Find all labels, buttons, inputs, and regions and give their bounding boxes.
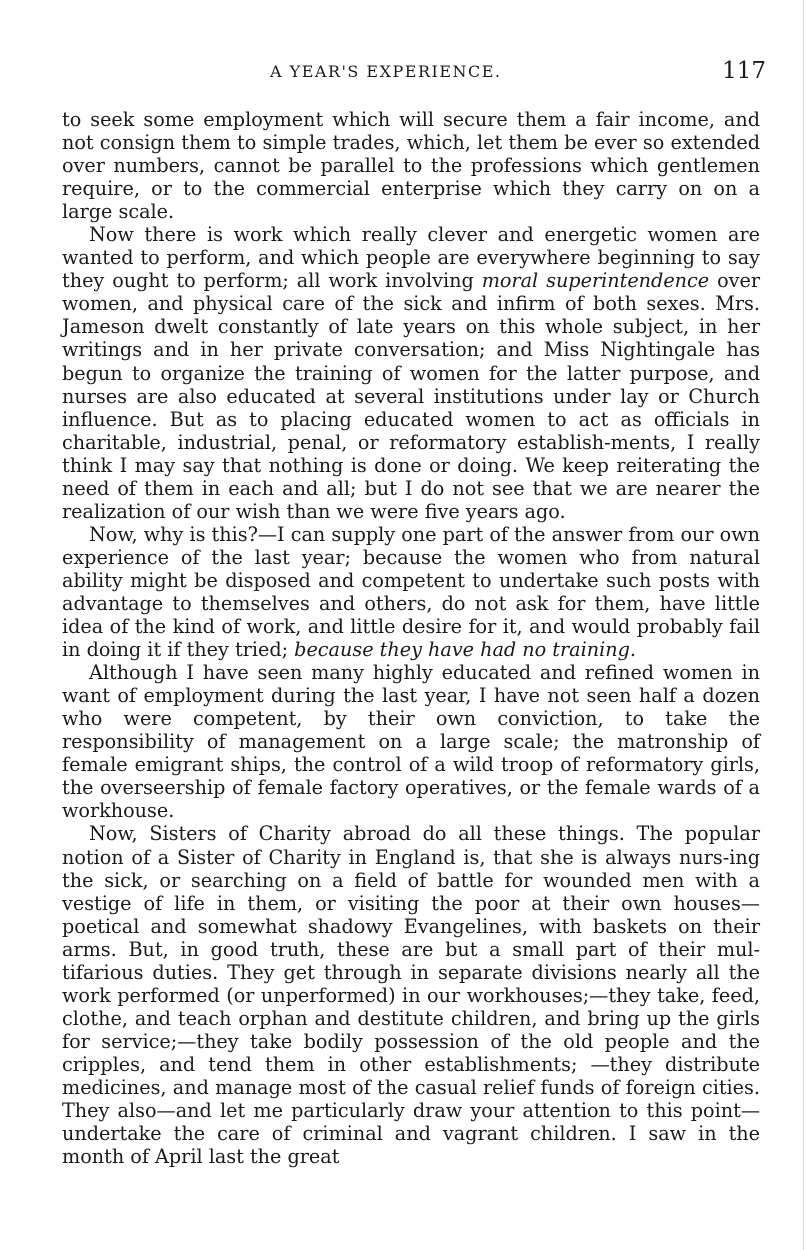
- paragraph-1: to seek some employment which will secure them a fair income, and not consign them to simple trades, which, let them be ever so extended over numbers, cannot be parallel to the professions which gentlemen require, or to the commercial enterprise which they carry on on a large scale.: [62, 108, 760, 224]
- paragraph-4: Although I have seen many highly educated and refined women in want of employment during the last year, I have not seen half a dozen who were competent, by their own conviction, to take the responsibility of management on a large scale; the matronship of female emigrant ships, the control of a wild troop of reformatory girls, the overseership of female factory operatives, or the female wards of a workhouse.: [62, 661, 760, 823]
- paragraph-2: [62, 223, 760, 523]
- paragraph-3-text: Now, why is this?—I can supply one part of the answer from our own experience of the last year; because the women who from natural ability might be disposed and competent to undertake such posts with advantage to themselves and others, do not ask for them, have little idea of the kind of work, and little desire for it, and would probably fail in doing it if they tried;: [62, 522, 760, 662]
- paragraph-2-text-b: over women, and physical care of the sick and infirm of both sexes. Mrs. Jameson dwelt constantly of late years on this whole subject, in her writings and in her private conversation; and Miss Nightingale has begun to organize the training of women for the latter purpose, and nurses are also educated at several institutions under lay or Church influence. But as to placing educated women to act as officials in charitable, industrial, penal, or reformatory establish-ments, I really think I may say that nothing is done or doing. We keep reiterating the need of them in each and all; but I do not see that we are nearer the realization of our wish than we were five years ago.: [62, 269, 760, 523]
- paragraph-3-emphasis: because they have had no training.: [294, 638, 636, 662]
- body-text: [62, 108, 760, 1168]
- paragraph-3: [62, 523, 760, 661]
- paragraph-2-emphasis: moral superintendence: [481, 269, 710, 293]
- page-number: 117: [722, 58, 766, 84]
- running-head: [62, 58, 766, 88]
- page-edge-rule: [803, 0, 804, 1250]
- running-title: A YEAR'S EXPERIENCE.: [270, 62, 502, 81]
- paragraph-2-text-a: Now there is work which really clever and energetic women are wanted to perform, and which people are everywhere beginning to say they ought to perform; all work involving: [62, 223, 760, 293]
- paragraph-5: Now, Sisters of Charity abroad do all these things. The popular notion of a Sister of Charity in England is, that she is always nurs-ing the sick, or searching on a field of battle for wounded men with a vestige of life in them, or visiting the poor at their own houses— poetical and somewhat shadowy Evangelines, with baskets on their arms. But, in good truth, these are but a small part of their mul-tifarious duties. They get through in separate divisions nearly all the work performed (or unperformed) in our workhouses;—they take, feed, clothe, and teach orphan and destitute children, and bring up the girls for service;—they take bodily possession of the old people and the cripples, and tend them in other establishments; —they distribute medicines, and manage most of the casual relief funds of foreign cities. They also—and let me particularly draw your attention to this point—undertake the care of criminal and vagrant children. I saw in the month of April last the great: [62, 822, 760, 1169]
